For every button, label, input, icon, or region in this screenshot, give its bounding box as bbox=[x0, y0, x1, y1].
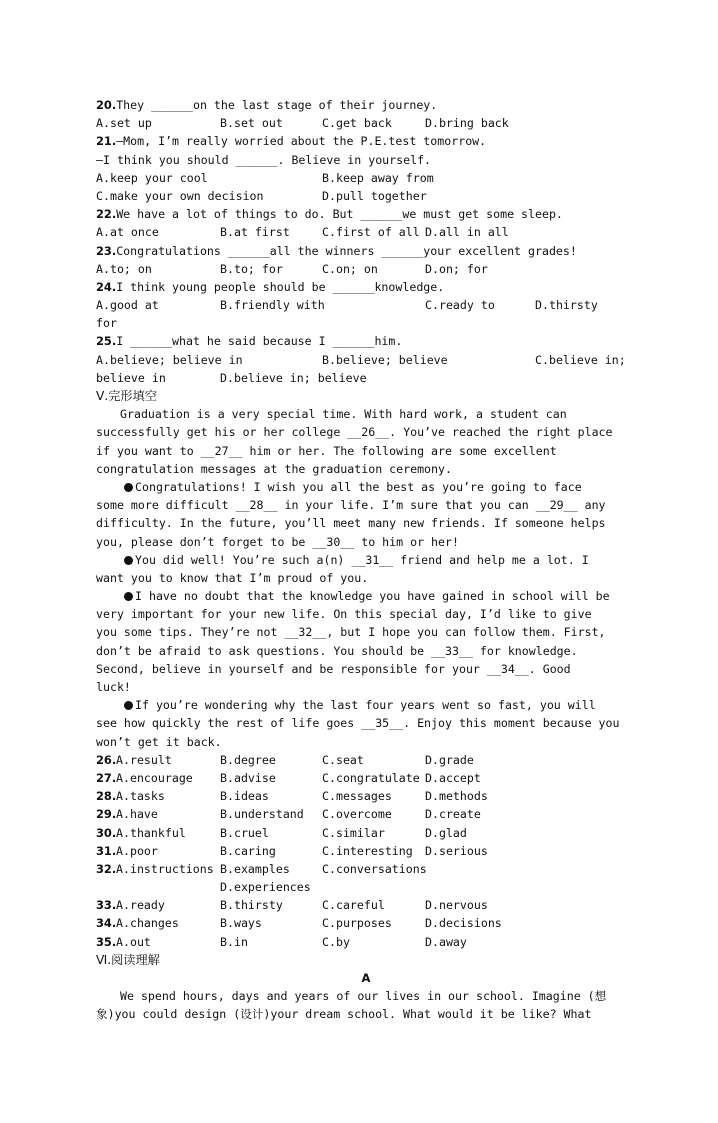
cloze-p5-line3: won’t get it back. bbox=[96, 734, 222, 749]
options-25 bbox=[96, 351, 636, 369]
option-d[interactable]: D.on; for bbox=[425, 261, 488, 276]
cloze-p4-line2: very important for your new life. On this special day, I’d like to give bbox=[96, 607, 592, 622]
options-29: 29. A.have B.understand C.overcome D.create bbox=[96, 807, 481, 822]
cloze-p2-line4: you, please don’t forget to be __30__ to him or her! bbox=[96, 534, 459, 549]
cloze-p3-line1: You did well! You’re such a(n) __31__ friend and help me a lot. I bbox=[96, 551, 636, 569]
cloze-p4-line5: Second, believe in yourself and be responsible for your __34__. Good bbox=[96, 661, 571, 676]
option-b[interactable]: B.to; for bbox=[220, 261, 283, 276]
bullet-icon bbox=[124, 556, 133, 565]
options-28: 28. A.tasks B.ideas C.messages D.methods bbox=[96, 789, 488, 804]
option-c[interactable]: C.ready to bbox=[425, 298, 495, 313]
option-b[interactable]: B.believe; believe bbox=[322, 352, 448, 367]
passage-label: A bbox=[361, 971, 371, 985]
question-21-reply: —I think you should ______. Believe in yourself. bbox=[96, 152, 432, 167]
options-25-wrap bbox=[96, 369, 636, 387]
reading-p1-line1: We spend hours, days and years of our lives in our school. Imagine (想 bbox=[120, 989, 607, 1004]
cloze-p2-line1: Congratulations! I wish you all the best as you’re going to face bbox=[96, 478, 636, 496]
cloze-p4-line3: you some tips. They’re not __32__, but I hope you can follow them. First, bbox=[96, 625, 606, 640]
option-c[interactable]: C.on; on bbox=[322, 261, 378, 276]
cloze-p5-line1: If you’re wondering why the last four years went so fast, you will bbox=[96, 696, 636, 714]
option-d[interactable]: D.bring back bbox=[425, 116, 509, 131]
option-d[interactable]: D.pull together bbox=[322, 188, 427, 203]
option-c[interactable]: C.believe in; bbox=[535, 352, 626, 367]
options-20 bbox=[96, 114, 636, 132]
option-c[interactable]: C.get back bbox=[322, 116, 392, 131]
options-21-cd bbox=[96, 187, 636, 205]
option-a[interactable]: A.to; on bbox=[96, 261, 152, 276]
cloze-p1-line3: if you want to __27__ him or her. The following are some excellent bbox=[96, 443, 557, 458]
section-title-reading: Ⅵ.阅读理解 bbox=[96, 952, 160, 967]
cloze-p3-line2: want you to know that I’m proud of you. bbox=[96, 570, 369, 585]
option-a[interactable]: A.set up bbox=[96, 116, 152, 131]
option-d[interactable]: D.all in all bbox=[425, 225, 509, 240]
option-d[interactable]: D.thirsty bbox=[535, 298, 598, 313]
option-d[interactable]: D.believe in; believe bbox=[220, 370, 367, 385]
option-b[interactable]: B.set out bbox=[220, 116, 283, 131]
options-32-wrap: D.experiences bbox=[220, 880, 311, 895]
option-b[interactable]: B.friendly with bbox=[220, 298, 325, 313]
options-31: 31. A.poor B.caring C.interesting D.serious bbox=[96, 843, 488, 858]
cloze-p4-line4: don’t be afraid to ask questions. You should be __33__ for knowledge. bbox=[96, 643, 578, 658]
options-35: 35. A.out B.in C.by D.away bbox=[96, 934, 467, 949]
bullet-icon bbox=[124, 701, 133, 710]
option-b[interactable]: B.keep away from bbox=[322, 170, 434, 185]
cloze-p2-line2: some more difficult __28__ in your life. I’m sure that you can __29__ any bbox=[96, 498, 606, 513]
option-b[interactable]: B.at first bbox=[220, 225, 290, 240]
options-34: 34. A.changes B.ways C.purposes D.decisions bbox=[96, 916, 502, 931]
cloze-p2-line3: difficulty. In the future, you’ll meet many new friends. If someone helps bbox=[96, 516, 606, 531]
option-c[interactable]: C.first of all bbox=[322, 225, 420, 240]
options-33: 33. A.ready B.thirsty C.careful D.nervous bbox=[96, 898, 488, 913]
option-a[interactable]: A.good at bbox=[96, 298, 159, 313]
question-22: 22.We have a lot of things to do. But ______we must get some sleep. bbox=[96, 207, 563, 222]
option-c[interactable]: C.make your own decision bbox=[96, 188, 264, 203]
question-24: 24.I think young people should be ______knowledge. bbox=[96, 279, 445, 294]
cloze-p4-line6: luck! bbox=[96, 680, 131, 694]
options-23 bbox=[96, 260, 636, 278]
reading-p1-line2: 象)you could design (设计)your dream school. What would it be like? What bbox=[96, 1007, 592, 1022]
options-32: 32. A.instructions B.examples C.conversations bbox=[96, 861, 427, 876]
options-30: 30. A.thankful B.cruel C.similar D.glad bbox=[96, 825, 467, 840]
options-21-ab bbox=[96, 169, 636, 187]
cloze-p1-line2: successfully get his or her college __26__. You’ve reached the right place bbox=[96, 425, 613, 440]
options-27: 27. A.encourage B.advise C.congratulate D.accept bbox=[96, 770, 481, 785]
cloze-p5-line2: see how quickly the rest of life goes __35__. Enjoy this moment because you bbox=[96, 716, 620, 731]
options-24 bbox=[96, 296, 636, 314]
bullet-icon bbox=[124, 592, 133, 601]
bullet-icon bbox=[124, 483, 133, 492]
option-c-wrap: believe in bbox=[96, 370, 166, 385]
options-26: 26. A.result B.degree C.seat D.grade bbox=[96, 752, 474, 767]
option-a[interactable]: A.keep your cool bbox=[96, 170, 208, 185]
cloze-p1-line4: congratulation messages at the graduation ceremony. bbox=[96, 461, 452, 476]
question-23: 23.Congratulations ______all the winners ______your excellent grades! bbox=[96, 243, 577, 258]
exam-page bbox=[96, 96, 636, 1024]
option-a[interactable]: A.believe; believe in bbox=[96, 352, 243, 367]
option-a[interactable]: A.at once bbox=[96, 225, 159, 240]
section-title-cloze: Ⅴ.完形填空 bbox=[96, 389, 157, 403]
options-24-wrap: for bbox=[96, 316, 117, 331]
question-21: 21.—Mom, I’m really worried about the P.E.test tomorrow. bbox=[96, 134, 487, 149]
cloze-p1-line1: Graduation is a very special time. With hard work, a student can bbox=[120, 407, 567, 422]
question-20: 20.They ______on the last stage of their journey. bbox=[96, 98, 438, 112]
question-25: 25.I ______what he said because I ______him. bbox=[96, 334, 403, 349]
cloze-p4-line1: I have no doubt that the knowledge you have gained in school will be bbox=[96, 587, 636, 605]
options-22 bbox=[96, 223, 636, 241]
